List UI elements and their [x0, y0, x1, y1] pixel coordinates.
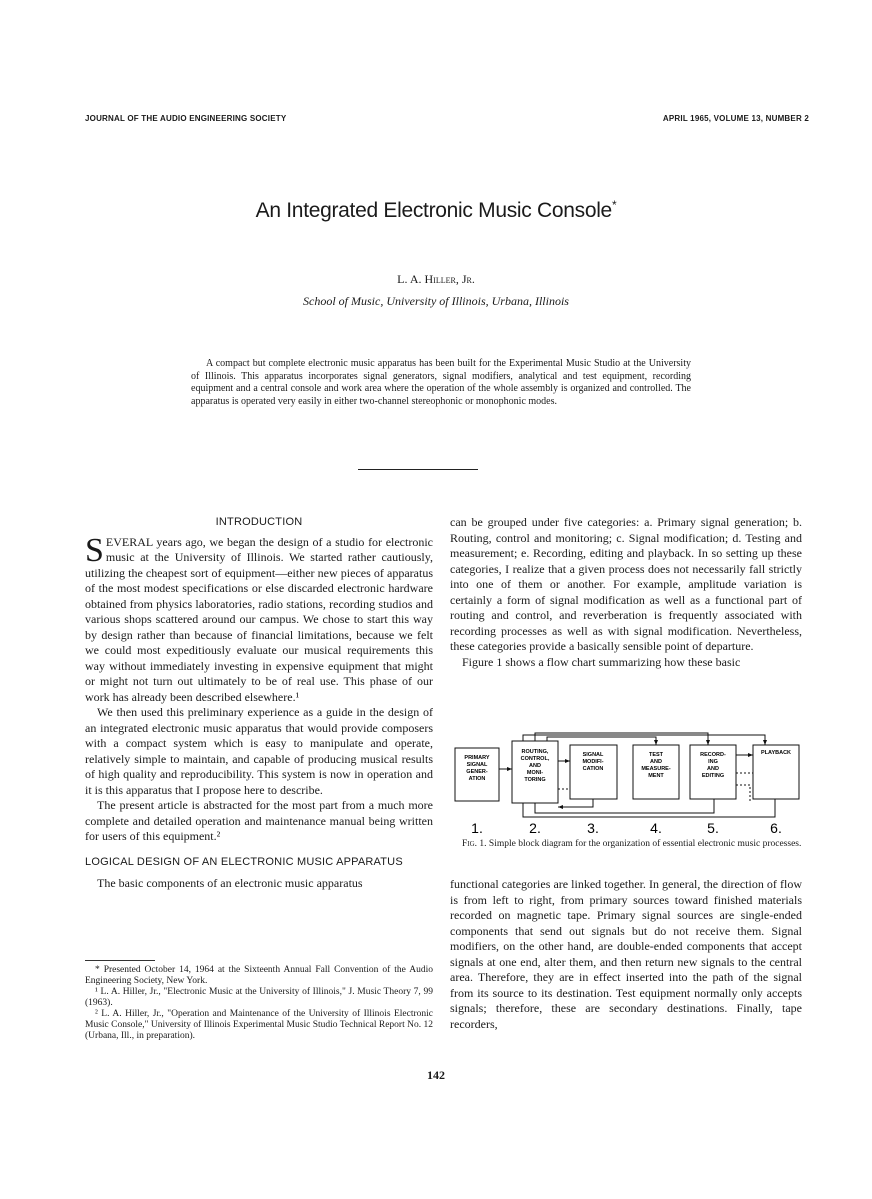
figure-caption-text: Simple block diagram for the organization of essential electronic music processes.	[488, 839, 802, 849]
box-signal-label-2: MODIFI-	[582, 759, 604, 765]
footnote-2: ² L. A. Hiller, Jr., "Operation and Maintenance of the University of Illinois Electronic Music Console," University of Illinois Experimental Music Studio Technical Report No. 12 (Urbana, Ill., in preparation).	[85, 1009, 433, 1041]
figure-number-4: 4.	[650, 820, 662, 836]
box-test-label-1: TEST	[648, 752, 664, 758]
right-paragraph-3: functional categories are linked together. In general, the direction of flow is from left to right, from primary sources toward finished materials recorded on magnetic tape. Primary signal sources are single-ended components that send out signals but do not receive them. Signal modifiers, on the other hand, are double-ended components that accept signals at one end, alter them, and then return new signals to the central area. Therefore, they are in effect inserted into the path of the signal from its source to its destination. Test equipment normally only accepts signals; therefore, these are secondary destinations. Finally, tape recorders,	[450, 877, 802, 1031]
right-paragraph-1: can be grouped under five categories: a. Primary signal generation; b. Routing, control and monitoring; c. Signal modification; d. Testing and measurement; e. Recording, editing and playback. In so setting up these categories, I realize that a given process does not necessarily fall strictly into one of them or another. For example, amplitude variation is certainly a form of signal modification as well as a functional part of routing and control, and reverberation is frequently associated with recording processes as well as with signal modification. Nevertheless, these categories provide a basically sensible point of departure.	[450, 515, 802, 653]
author	[0, 272, 872, 287]
box-routing-label-5: TORING	[524, 777, 546, 783]
right-column-top	[450, 515, 802, 670]
left-column	[85, 515, 433, 892]
box-primary-label-1: PRIMARY	[464, 755, 490, 761]
box-primary-label-2: SIGNAL	[466, 762, 488, 768]
abstract: A compact but complete electronic music apparatus has been built for the Experimental Music Studio at the University of Illinois. This apparatus incorporates signal generators, signal modifiers, analytical and test equipment, recording equipment and a central console and work area where the operation of the whole assembly is organized and controlled. The apparatus is operated very easily in either two-channel stereophonic or monophonic modes.	[191, 358, 691, 407]
drop-cap: S	[85, 531, 104, 569]
box-signal-label-3: CATION	[582, 766, 604, 772]
footnote-1: ¹ L. A. Hiller, Jr., "Electronic Music at the University of Illinois," J. Music Theory 7, 99 (1963).	[85, 987, 433, 1008]
intro-paragraph-3: The present article is abstracted for the most part from a much more complete and detailed operation and maintenance manual being written for users of this equipment.²	[85, 798, 433, 843]
figure-number-3: 3.	[587, 820, 599, 836]
journal-header: JOURNAL OF THE AUDIO ENGINEERING SOCIETY	[85, 114, 287, 123]
box-signal-label-1: SIGNAL	[582, 752, 604, 758]
box-recording-label-3: AND	[707, 766, 719, 772]
footnote-rule	[85, 960, 155, 961]
figure-number-5: 5.	[707, 820, 719, 836]
figure-caption-label: Fig. 1.	[462, 839, 487, 849]
box-primary-label-3: GENER-	[466, 769, 488, 775]
box-primary-label-4: ATION	[468, 776, 486, 782]
box-test-label-3: MEASURE-	[641, 766, 671, 772]
section-divider	[358, 469, 478, 470]
footnote-star: * Presented October 14, 1964 at the Sixteenth Annual Fall Convention of the Audio Engineering Society, New York.	[85, 965, 433, 986]
box-routing-label-2: CONTROL,	[520, 756, 550, 762]
intro-paragraph-1	[85, 531, 433, 706]
article-title	[0, 198, 872, 223]
box-test-label-2: AND	[650, 759, 662, 765]
figure-caption	[450, 838, 802, 850]
title-text: An Integrated Electronic Music Console	[255, 199, 612, 222]
block-diagram-figure	[450, 731, 802, 836]
footnotes	[85, 965, 433, 1042]
intro-paragraph-1-text: EVERAL years ago, we began the design of a studio for electronic music at the University of Illinois. We started rather cautiously, utilizing the cheapest sort of equipment—either new pieces of apparatus of the most modest specifications or else discarded electronic hardware obtained from physics laboratories, radio stations, recording studios and various shops scattered around our campus. We chose to start this way by design rather than because of financial limitations, because we felt we could most expeditiously evaluate our musical requirements this way without immediately investing in expensive equipment that might or might not turn out ultimately to be of real use. This phase of our work has already been described elsewhere.¹	[85, 534, 433, 704]
box-routing-label-3: AND	[529, 763, 541, 769]
right-paragraph-2: Figure 1 shows a flow chart summarizing how these basic	[462, 654, 741, 669]
figure-number-6: 6.	[770, 820, 782, 836]
logical-paragraph-1: The basic components of an electronic music apparatus	[97, 876, 363, 890]
right-column-bottom	[450, 877, 802, 1032]
issue-header: APRIL 1965, VOLUME 13, NUMBER 2	[662, 114, 809, 123]
box-recording-label-4: EDITING	[701, 773, 725, 779]
page-number: 142	[427, 1068, 445, 1082]
box-recording-label-2: ING	[708, 759, 718, 765]
figure-number-2: 2.	[529, 820, 541, 836]
intro-paragraph-2: We then used this preliminary experience as a guide in the design of an integrated electronic music apparatus that would provide composers with a compact system which is easy to manipulate and operate, relatively simple to maintain, and capable of producing musical results of high quality and reproducibility. This system is now in operation and it is this apparatus that I propose here to describe.	[85, 705, 433, 797]
box-test-label-4: MENT	[648, 773, 664, 779]
box-playback-label-1: PLAYBACK	[760, 750, 792, 756]
introduction-heading: INTRODUCTION	[215, 516, 303, 528]
title-footnote-mark: *	[611, 198, 617, 212]
affiliation: School of Music, University of Illinois, Urbana, Illinois	[303, 294, 569, 308]
logical-design-heading: LOGICAL DESIGN OF AN ELECTRONIC MUSIC APPARATUS	[85, 855, 403, 868]
figure-number-1: 1.	[471, 820, 483, 836]
box-routing-label-4: MONI-	[526, 770, 544, 776]
box-recording-label-1: RECORD-	[700, 752, 726, 758]
box-routing-label-1: ROUTING,	[521, 749, 549, 755]
author-name: L. A. Hiller, Jr.	[397, 272, 475, 286]
